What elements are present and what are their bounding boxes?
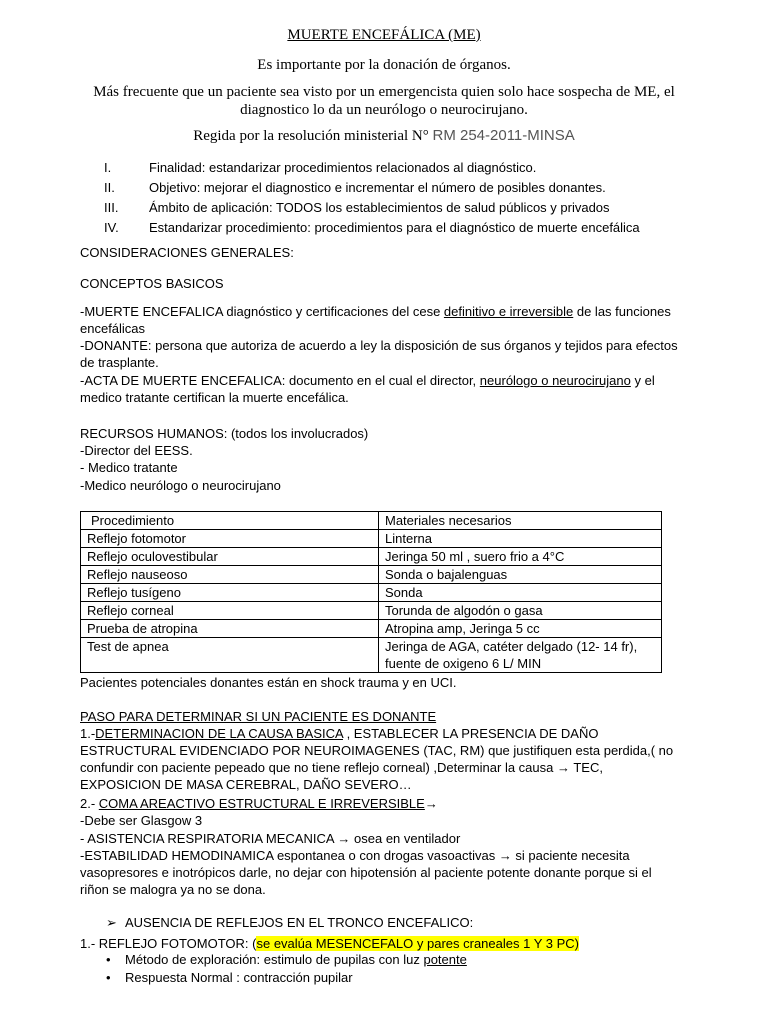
- definition-muerte-encefalica: -MUERTE ENCEFALICA diagnóstico y certificaciones del cese definitivo e irreversible de las funciones encefálicas: [80, 304, 671, 336]
- asistencia-line: - ASISTENCIA RESPIRATORIA MECANICA → osea en ventilador: [80, 831, 461, 846]
- recursos-item: -Director del EESS.: [80, 443, 193, 458]
- recursos-item: -Medico neurólogo o neurocirujano: [80, 478, 281, 493]
- roman-list: [104, 158, 640, 238]
- table-row: Reflejo nauseoso Sonda o bajalenguas: [81, 566, 662, 584]
- table-row: Test de apnea Jeringa de AGA, catéter delgado (12- 14 fr), fuente de oxigeno 6 L/ MIN: [81, 638, 662, 673]
- table-row: Prueba de atropina Atropina amp, Jeringa 5 cc: [81, 620, 662, 638]
- estabilidad-line: -ESTABILIDAD HEMODINAMICA espontanea o con drogas vasoactivas → si paciente necesita vasopresores e inotrópicos darle, no dejar con hipotensión al paciente potente donante porque si el riñon se malogra ya no se dona.: [80, 848, 652, 897]
- list-item: II. Objetivo: mejorar el diagnostico e incrementar el número de posibles donantes.: [104, 180, 606, 195]
- table-header-row: [81, 512, 662, 530]
- table-header-cell: Materiales necesarios: [379, 512, 662, 530]
- table-header-cell: Procedimiento: [81, 512, 379, 530]
- resolution-line: [0, 127, 768, 145]
- bullet-icon: •: [106, 970, 111, 985]
- resolution-prefix: Regida por la resolución ministerial N°: [193, 128, 429, 144]
- table-row: Reflejo corneal Torunda de algodón o gasa: [81, 602, 662, 620]
- paso-heading: PASO PARA DETERMINAR SI UN PACIENTE ES DONANTE: [80, 709, 437, 724]
- recursos-heading: RECURSOS HUMANOS: (todos los involucrados): [80, 426, 369, 441]
- table-row: Reflejo tusígeno Sonda: [81, 584, 662, 602]
- list-item: I. Finalidad: estandarizar procedimientos relacionados al diagnóstico.: [104, 160, 537, 175]
- list-item: III. Ámbito de aplicación: TODOS los establecimientos de salud públicos y privados: [104, 200, 610, 215]
- intro-line-1: Es importante por la donación de órganos.: [257, 57, 511, 73]
- bullet-item: • Método de exploración: estimulo de pupilas con luz potente: [106, 952, 467, 967]
- table-row: Reflejo oculovestibular Jeringa 50 ml , suero frio a 4°C: [81, 548, 662, 566]
- procedures-table: [80, 511, 662, 673]
- reflejo-fotomotor: 1.- REFLEJO FOTOMOTOR: (se evalúa MESENCEFALO y pares craneales 1 Y 3 PC): [80, 936, 579, 951]
- paso-2: 2.- COMA AREACTIVO ESTRUCTURAL E IRREVERSIBLE→: [80, 796, 438, 811]
- ausencia-heading: ➢ AUSENCIA DE REFLEJOS EN EL TRONCO ENCEFALICO:: [106, 915, 474, 930]
- list-item: IV. Estandarizar procedimiento: procedimientos para el diagnóstico de muerte encefálica: [104, 220, 640, 235]
- paso-1: 1.-DETERMINACION DE LA CAUSA BASICA , ESTABLECER LA PRESENCIA DE DAÑO ESTRUCTURAL EVIDENCIADO POR NEUROIMAGENES (TAC, RM) que justifiquen esta perdida,( no confundir con paciente pepeado que no tiene reflejo corneal) ,Determinar la causa → TEC, EXPOSICION DE MASA CEREBRAL, DAÑO SEVERO…: [80, 726, 674, 792]
- conceptos-heading: CONCEPTOS BASICOS: [80, 276, 224, 291]
- intro-line-2: Más frecuente que un paciente sea visto por un emergencista quien solo hace sospecha de ME, el diagnostico lo da un neurólogo o neurocirujano.: [93, 84, 675, 118]
- pacientes-note: Pacientes potenciales donantes están en shock trauma y en UCI.: [80, 675, 457, 690]
- consideraciones-heading: CONSIDERACIONES GENERALES:: [80, 245, 294, 260]
- bullet-item: • Respuesta Normal : contracción pupilar: [106, 970, 353, 985]
- bullet-icon: •: [106, 952, 111, 967]
- arrow-bullet-icon: ➢: [106, 915, 117, 930]
- highlighted-text: se evalúa MESENCEFALO y pares craneales 1 Y 3 PC): [256, 936, 579, 951]
- glasgow-line: -Debe ser Glasgow 3: [80, 813, 203, 828]
- definition-acta: -ACTA DE MUERTE ENCEFALICA: documento en el cual el director, neurólogo o neurocirujano y el medico tratante certifican la muerte encefálica.: [80, 373, 655, 405]
- document-title: MUERTE ENCEFÁLICA (ME): [287, 27, 481, 43]
- resolution-code: RM 254-2011-MINSA: [432, 127, 575, 144]
- recursos-item: - Medico tratante: [80, 460, 178, 475]
- definition-donante: -DONANTE: persona que autoriza de acuerdo a ley la disposición de sus órganos y tejidos para efectos de trasplante.: [80, 338, 678, 370]
- table-row: Reflejo fotomotor Linterna: [81, 530, 662, 548]
